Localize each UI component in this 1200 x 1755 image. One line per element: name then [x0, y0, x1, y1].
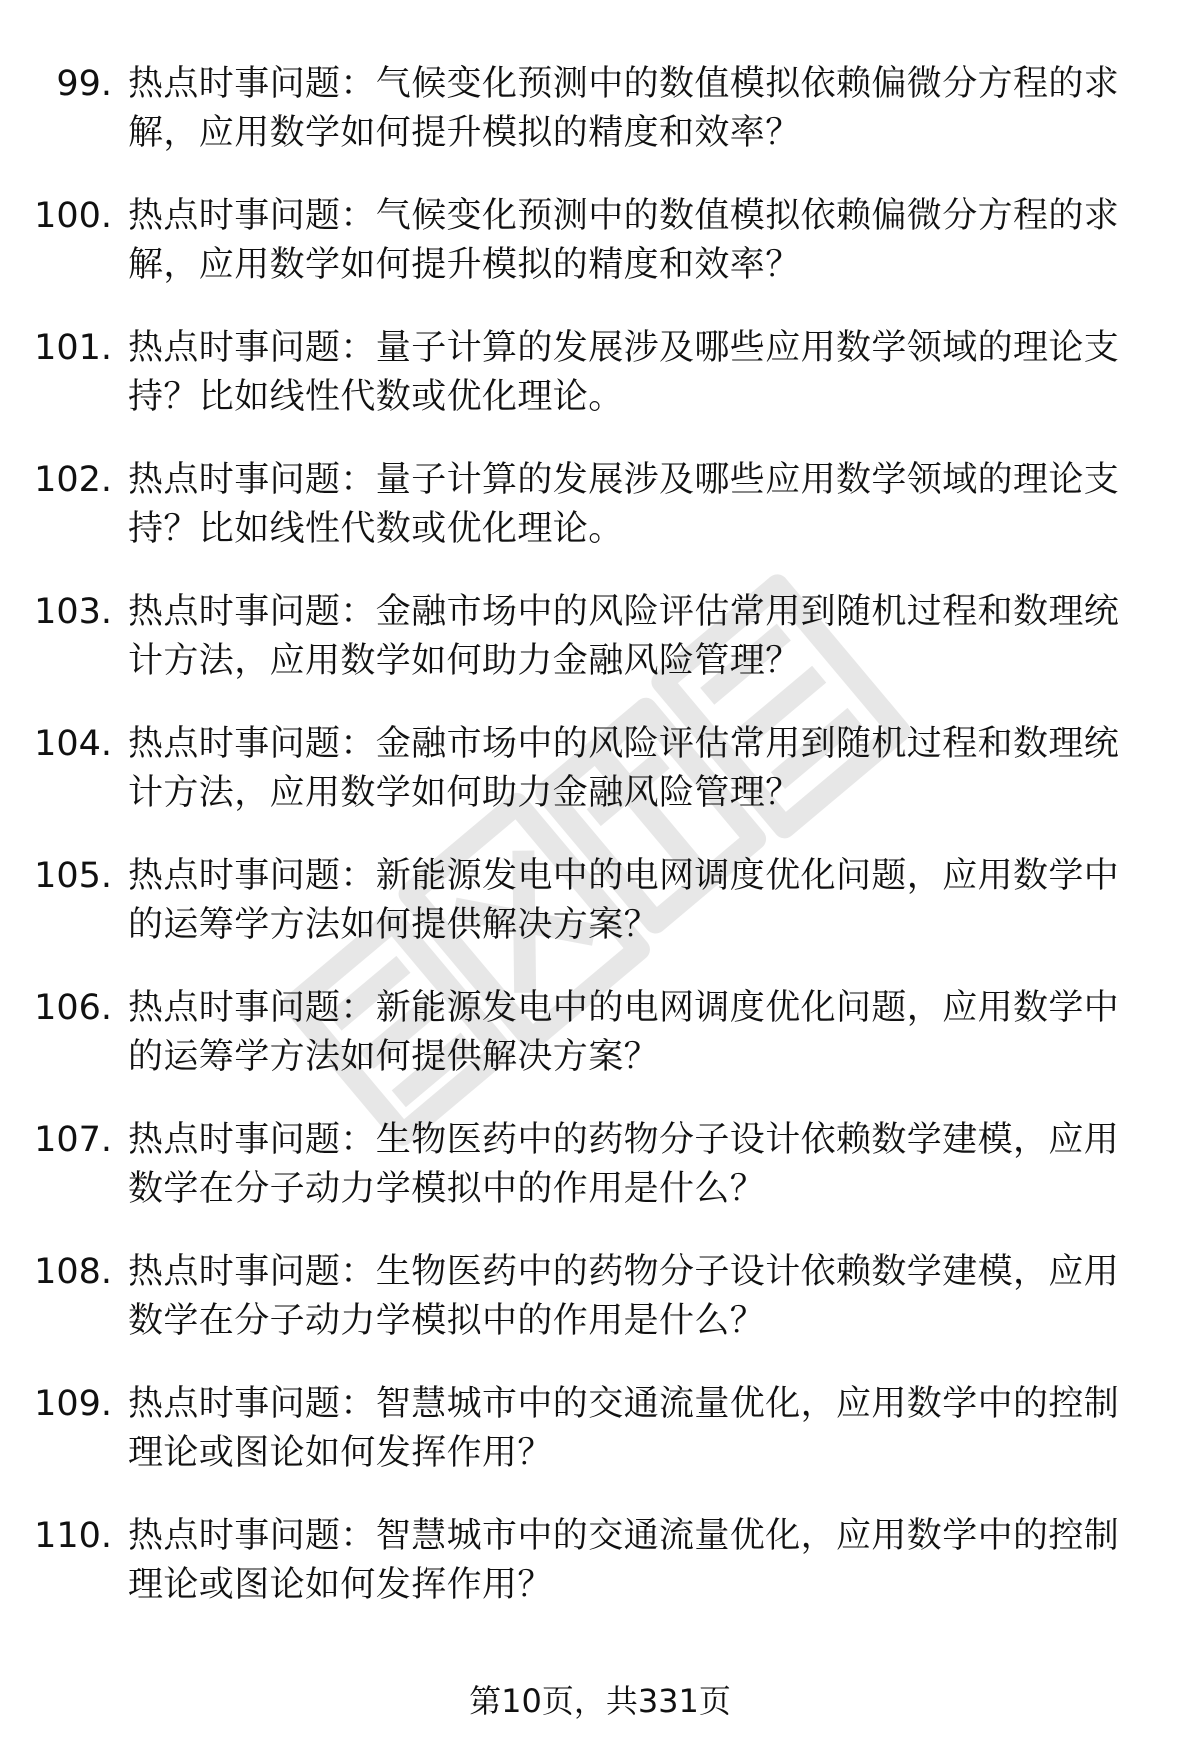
question-text-line: 理论或图论如何发挥作用？: [128, 1433, 553, 1473]
question-text: [128, 720, 1144, 818]
question-text-line: 热点时事问题：量子计算的发展涉及哪些应用数学领域的理论支: [128, 328, 1120, 368]
list-item: [0, 1512, 1200, 1644]
question-number: 110.: [34, 1516, 112, 1556]
question-text-line: 热点时事问题：金融市场中的风险评估常用到随机过程和数理统: [128, 592, 1120, 632]
question-text-line: 热点时事问题：量子计算的发展涉及哪些应用数学领域的理论支: [128, 460, 1120, 500]
question-number: 102.: [34, 460, 112, 500]
question-number: 100.: [34, 196, 112, 236]
question-text-line: 热点时事问题：生物医药中的药物分子设计依赖数学建模，应用: [128, 1252, 1120, 1292]
question-text-line: 数学在分子动力学模拟中的作用是什么？: [128, 1301, 766, 1341]
question-number: 107.: [34, 1120, 112, 1160]
question-list: [0, 60, 1200, 1644]
question-text: [128, 1116, 1144, 1214]
list-item: [0, 324, 1200, 456]
list-item: [0, 60, 1200, 192]
question-number: 105.: [34, 856, 112, 896]
question-text-line: 解，应用数学如何提升模拟的精度和效率？: [128, 113, 801, 153]
question-text-line: 的运筹学方法如何提供解决方案？: [128, 905, 660, 945]
question-text-line: 热点时事问题：气候变化预测中的数值模拟依赖偏微分方程的求: [128, 196, 1120, 236]
question-text: [128, 588, 1144, 686]
question-text-line: 理论或图论如何发挥作用？: [128, 1565, 553, 1605]
question-text-line: 持？比如线性代数或优化理论。: [128, 377, 624, 417]
question-text-line: 数学在分子动力学模拟中的作用是什么？: [128, 1169, 766, 1209]
question-number: 108.: [34, 1252, 112, 1292]
question-text: [128, 1248, 1144, 1346]
question-number: 101.: [34, 328, 112, 368]
question-text-line: 热点时事问题：智慧城市中的交通流量优化，应用数学中的控制: [128, 1516, 1120, 1556]
list-item: [0, 852, 1200, 984]
question-text: [128, 192, 1144, 290]
question-text: [128, 456, 1144, 554]
list-item: [0, 192, 1200, 324]
list-item: [0, 588, 1200, 720]
list-item: [0, 1116, 1200, 1248]
list-item: [0, 720, 1200, 852]
question-text-line: 计方法，应用数学如何助力金融风险管理？: [128, 773, 801, 813]
question-text: [128, 984, 1144, 1082]
question-number: 99.: [56, 64, 112, 104]
page-indicator: 第10页，共331页: [469, 1682, 731, 1720]
question-text-line: 热点时事问题：生物医药中的药物分子设计依赖数学建模，应用: [128, 1120, 1120, 1160]
list-item: [0, 1380, 1200, 1512]
question-number: 104.: [34, 724, 112, 764]
list-item: [0, 984, 1200, 1116]
list-item: [0, 1248, 1200, 1380]
question-number: 103.: [34, 592, 112, 632]
question-text-line: 计方法，应用数学如何助力金融风险管理？: [128, 641, 801, 681]
question-text-line: 热点时事问题：气候变化预测中的数值模拟依赖偏微分方程的求: [128, 64, 1120, 104]
question-number: 109.: [34, 1384, 112, 1424]
question-text: [128, 852, 1144, 950]
question-text: [128, 324, 1144, 422]
question-text: [128, 1512, 1144, 1610]
question-text-line: 的运筹学方法如何提供解决方案？: [128, 1037, 660, 1077]
question-text: [128, 1380, 1144, 1478]
question-text-line: 热点时事问题：智慧城市中的交通流量优化，应用数学中的控制: [128, 1384, 1120, 1424]
question-text-line: 解，应用数学如何提升模拟的精度和效率？: [128, 245, 801, 285]
question-text-line: 热点时事问题：金融市场中的风险评估常用到随机过程和数理统: [128, 724, 1120, 764]
question-text-line: 持？比如线性代数或优化理论。: [128, 509, 624, 549]
question-text-line: 热点时事问题：新能源发电中的电网调度优化问题，应用数学中: [128, 988, 1120, 1028]
list-item: [0, 456, 1200, 588]
question-text-line: 热点时事问题：新能源发电中的电网调度优化问题，应用数学中: [128, 856, 1120, 896]
question-text: [128, 60, 1144, 158]
question-number: 106.: [34, 988, 112, 1028]
